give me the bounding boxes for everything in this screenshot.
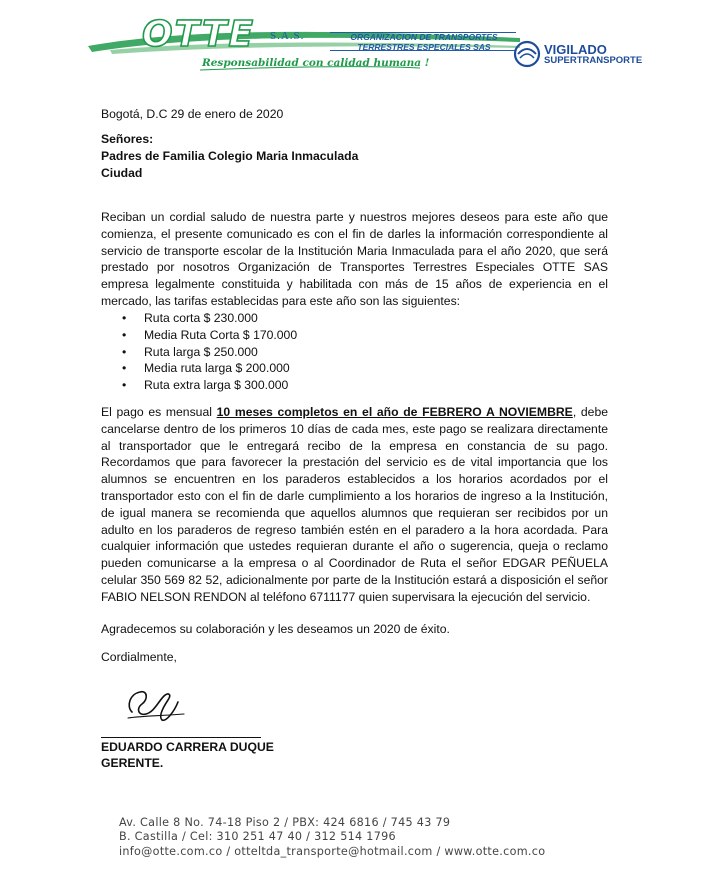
letterhead [0,0,708,78]
bullet-icon: • [122,327,127,342]
supertransporte-text: SUPERTRANSPORTE [544,55,643,66]
tariff-list [101,310,297,394]
intro-paragraph: Reciban un cordial saludo de nuestra parte y nuestros mejores deseos para este año que comienza, el presente comunicado es con el fin de darles la información correspondiente al servicio de transporte escolar de la Institución Maria Inmaculada para el año 2020, que será prestado por nosotros Organización de Transportes Terrestres Especiales OTTE SAS empresa legalmente constituida y habilitada con más de 15 años de experiencia en el mercado, las tarifas establecidas para este año son las siguientes: [101,210,608,308]
slogan: Responsabilidad con calidad humana ! [202,57,430,69]
signer-title: GERENTE. [101,755,164,770]
salutation-line: Ciudad [101,165,143,180]
closing-line: Cordialmente, [101,650,177,664]
bullet-icon: • [122,378,127,393]
payment-emphasis: 10 meses completos en el año de FEBRERO A NOVIEMBRE [216,405,573,419]
handwritten-signature-icon [118,672,188,732]
footer-address: Av. Calle 8 No. 74-18 Piso 2 / PBX: 424 6816 / 745 43 79 [119,816,451,829]
payment-text-rest: , debe cancelarse dentro de los primeros 10 días de cada mes, este pago se realizara directamente al transportador que le entregará recibo de la empresa en constancia de su pago. Recordamos que para favorecer la prestación del servicio es de vital importancia que los alumnos se encuentren en los paraderos establecidos a los horarios acordados por el transportador esto con el fin de darle cumplimiento a los horarios de ingreso a la Institución, de igual manera se recomienda que aquellos alumnos que requieran ser recibidos por un adulto en los paraderos de regreso también estén en el paradero a la hora acordada. Para cualquier información que ustedes requieran durante el año o sugerencia, queja o reclamo pueden comunicarse a la empresa o al Coordinador de Ruta el señor EDGAR PEÑUELA celular 350 569 82 52, adicionalmente por parte de la Institución estará a disposición el señor FABIO NELSON RENDON al teléfono 6711177 quien supervisara la ejecución del servicio. [101,405,608,604]
bullet-icon: • [122,344,127,359]
footer-phones: B. Castilla / Cel: 310 251 47 40 / 312 514 1796 [119,830,396,844]
logo-sas: S.A.S. [270,30,305,42]
list-item [101,377,297,394]
footer-contact [119,816,545,859]
signer-block [101,740,274,771]
list-item [101,327,297,344]
letter-date: Bogotá, D.C 29 de enero de 2020 [101,107,284,121]
tariff-text: Ruta larga $ 250.000 [144,344,258,359]
list-item [101,344,297,361]
vigilado-text: VIGILADO [544,42,607,57]
thanks-line: Agradecemos su colaboración y les deseamos un 2020 de éxito. [101,622,450,636]
signature-line [101,737,261,738]
salutation-line: Señores: [101,132,154,146]
payment-text-start: El pago es mensual [101,405,217,419]
payment-paragraph [101,404,608,606]
tariff-text: Media ruta larga $ 200.000 [144,361,290,376]
signer-name: EDUARDO CARRERA DUQUE [101,740,274,754]
organization-line-2: TERRESTRES ESPECIALES SAS [357,42,491,52]
vigilado-emblem-icon [512,40,542,68]
logo-wordmark: OTTE [142,14,256,55]
tariff-text: Media Ruta Corta $ 170.000 [144,327,298,342]
list-item [101,360,297,377]
organization-name [336,32,512,52]
salutation-line: Padres de Familia Colegio Maria Inmaculada [101,148,359,163]
tariff-text: Ruta extra larga $ 300.000 [144,378,289,393]
bullet-icon: • [122,361,127,376]
bullet-icon: • [122,311,127,325]
footer-web: info@otte.com.co / otteltda_transporte@hotmail.com / www.otte.com.co [119,844,546,858]
salutation-block [101,131,608,181]
organization-line-1: ORGANIZACION DE TRANSPORTES [350,32,498,42]
tariff-text: Ruta corta $ 230.000 [144,311,258,325]
list-item [101,310,297,327]
